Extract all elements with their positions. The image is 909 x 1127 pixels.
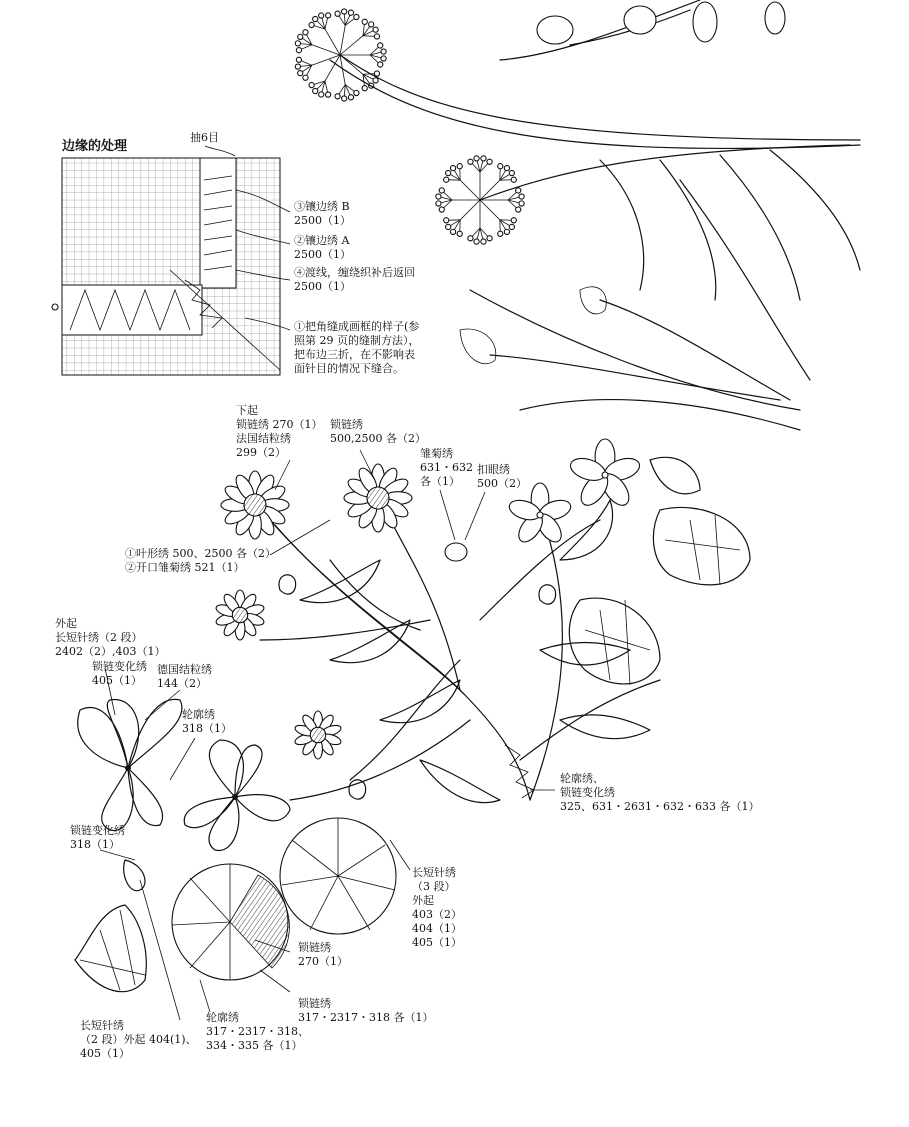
stitch-label-16 — [80, 1018, 197, 1060]
stitch-label-line: 锁链变化绣 — [92, 660, 147, 673]
serrated-leaf-bottom-left — [75, 860, 146, 992]
stitch-label-line: 长短针绣（2 段） — [55, 631, 143, 644]
panel-note-line: ①把角缝成画框的样子(参 — [294, 320, 420, 333]
panel-note-2 — [294, 233, 351, 261]
stitch-label-15 — [206, 1010, 309, 1052]
stitch-label-line: 500（2） — [477, 477, 527, 490]
stitch-label-line: 外起 — [55, 617, 77, 630]
stitch-label-line: 317・2317・318 各（1） — [298, 1011, 434, 1024]
fabric-grid — [62, 158, 280, 375]
daisy-flower-small — [215, 590, 266, 640]
panel-note-line: ③镶边绣 B — [294, 200, 350, 213]
pulled-thread-column — [200, 158, 236, 288]
pansy-flower — [78, 699, 182, 830]
panel-note-line: 2500（1） — [294, 248, 351, 261]
stitch-label-line: ①叶形绣 500、2500 各（2） — [125, 547, 276, 560]
stitch-label-line: 317・2317・318、 — [206, 1025, 309, 1038]
top-stems-and-leaves — [330, 0, 860, 430]
panel-note-line: ②镶边绣 A — [294, 234, 350, 247]
ladybug-shape — [445, 543, 467, 561]
stitch-label-line: 405（1） — [80, 1047, 130, 1060]
stitch-label-line: 法国结粒绣 — [236, 432, 291, 445]
pinnate-leaves — [300, 500, 650, 803]
stitch-label-line: 锁链变化绣 — [70, 824, 125, 837]
stitch-label-11 — [70, 823, 125, 851]
stitch-label-line: 2402（2）,403（1） — [55, 645, 166, 658]
stitch-label-line: 144（2） — [157, 677, 207, 690]
stitch-label-7 — [92, 659, 147, 687]
stitch-label-line: 405（1） — [412, 936, 462, 949]
stitch-label-line: 锁链绣 270（1） — [236, 418, 323, 431]
panel-note-line: 照第 29 页的缝制方法）， — [294, 334, 420, 347]
stitch-label-line: 轮廓绣 — [182, 708, 215, 721]
stitch-label-line: 轮廓绣、 — [560, 772, 604, 785]
hem-fold-band — [62, 285, 202, 335]
stitch-label-5 — [125, 546, 276, 574]
stitch-label-line: ②开口雏菊绣 521（1） — [125, 561, 245, 574]
stitch-label-3 — [420, 446, 473, 488]
stitch-label-line: 轮廓绣 — [206, 1011, 239, 1024]
stitch-label-1 — [236, 403, 323, 459]
stitch-label-line: 334・335 各（1） — [206, 1039, 303, 1052]
stitch-label-14 — [298, 996, 433, 1024]
stitch-label-line: 405（1） — [92, 674, 142, 687]
stitch-label-6 — [55, 616, 165, 658]
stitch-label-line: 404（1） — [412, 922, 462, 935]
panel-note-line: 面针目的情况下缝合。 — [294, 362, 404, 375]
stitch-label-line: （3 段） — [412, 880, 456, 893]
daisy-flower-lower — [294, 711, 342, 759]
panel-note-4 — [294, 319, 420, 375]
five-petal-flower-middle — [507, 483, 573, 546]
panel-note-line: 把布边三折，在不影响表 — [294, 348, 415, 361]
panel-note-line: 2500（1） — [294, 214, 351, 227]
stitch-label-line: 631・632 — [420, 461, 473, 474]
stitch-label-line: 318（1） — [182, 722, 232, 735]
pansy-flower-2 — [184, 740, 290, 850]
stitch-label-line: 锁链绣 — [298, 997, 331, 1010]
stitch-label-line: 长短针绣 — [412, 866, 456, 879]
stitch-label-9 — [182, 707, 232, 735]
stitch-label-line: 299（2） — [236, 446, 286, 459]
stitch-label-line: 锁链绣 — [330, 418, 363, 431]
stitch-label-line: 雏菊绣 — [420, 447, 453, 460]
stitch-label-line: 锁链变化绣 — [560, 786, 615, 799]
round-leaf-large — [280, 818, 396, 934]
stitch-label-line: 锁链绣 — [298, 941, 331, 954]
panel-notes — [294, 199, 420, 375]
stitch-label-12 — [412, 865, 462, 949]
panel-note-3 — [294, 265, 415, 293]
stitch-label-line: 外起 — [412, 894, 434, 907]
panel-note-line: 2500（1） — [294, 280, 351, 293]
five-petal-flower-upper — [568, 439, 643, 510]
panel-note-line: ④渡线，缠绕织补后返回 — [294, 266, 415, 279]
stitch-label-line: 下起 — [236, 404, 258, 417]
stitch-label-line: 403（2） — [412, 908, 462, 921]
stitch-label-10 — [560, 771, 759, 813]
stitch-label-line: 各（1） — [420, 475, 460, 488]
panel-title: 边缘的处理 — [62, 139, 128, 154]
stitch-label-line: 德国结粒绣 — [157, 663, 212, 676]
stitch-label-2 — [330, 417, 426, 445]
edge-treatment-panel — [52, 130, 290, 375]
stitch-label-line: 长短针绣 — [80, 1019, 124, 1032]
panel-note-1 — [294, 199, 351, 227]
stitch-label-line: （2 段）外起 404(1)、 — [80, 1033, 197, 1046]
stitch-label-line: 500,2500 各（2） — [330, 432, 426, 445]
stitch-label-13 — [298, 940, 348, 968]
stitch-label-8 — [157, 662, 212, 690]
stitch-label-4 — [477, 462, 527, 490]
daisy-flower-right — [344, 464, 412, 532]
stitch-label-line: 270（1） — [298, 955, 348, 968]
pull-threads-label: 抽6目 — [190, 131, 219, 144]
stitch-label-line: 扣眼绣 — [477, 463, 510, 476]
round-leaf-lower — [172, 864, 289, 980]
stitch-label-line: 325、631・2631・632・633 各（1） — [560, 800, 760, 813]
stitch-label-line: 318（1） — [70, 838, 120, 851]
